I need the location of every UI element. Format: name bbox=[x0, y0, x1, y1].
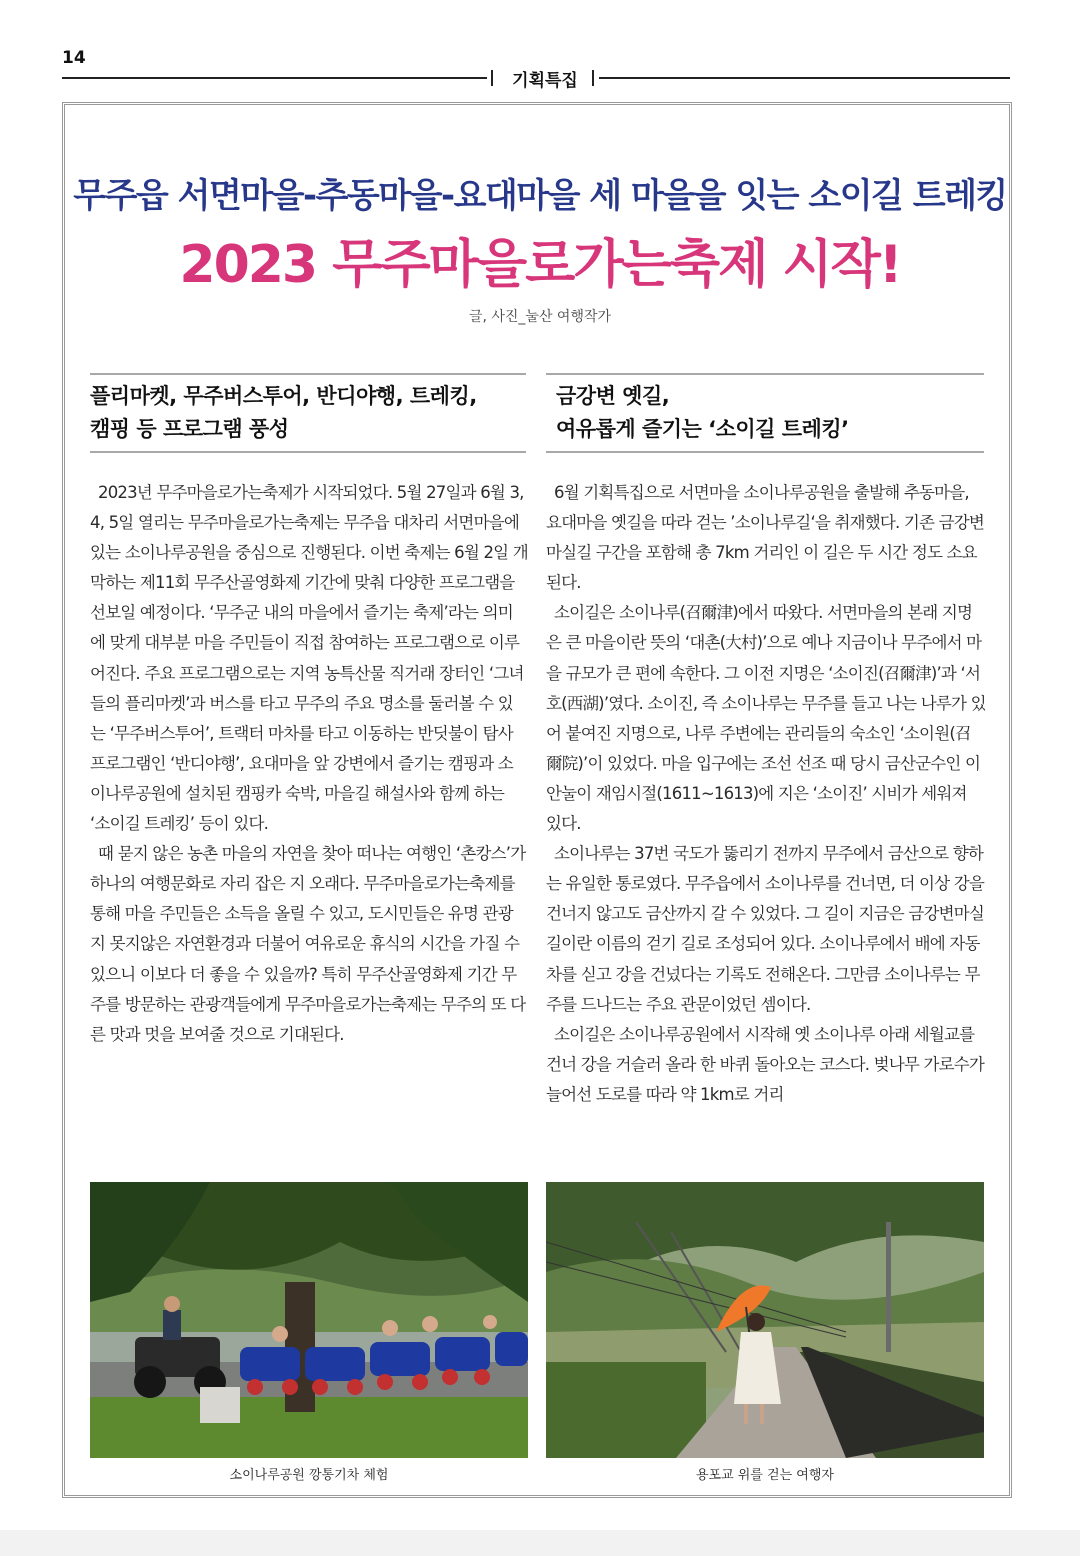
right-paragraph-2: 소이길은 소이나루(召爾津)에서 따왔다. 서면마을의 본래 지명은 큰 마을이란 뜻의 ‘대촌(大村)’으로 예나 지금이나 무주에서 마을 규모가 큰 편에 속한다. 그 이전 지명은 ‘소이진(召爾津)’과 ‘서호(西湖)’였다. 소이진, 즉 소이나루는 무주를 들고 나는 나루가 있어 붙여진 지명으로, 나루 주변에는 관리들의 숙소인 ‘소이원(召爾院)’이 있었다. 마을 입구에는 조선 선조 때 당시 금산군수인 이안눌이 재임시절(1611~1613)에 지은 ‘소이진’ 시비가 세워져 있다. bbox=[546, 603, 986, 834]
right-heading-line-2: 여유롭게 즐기는 ‘소이길 트레킹’ bbox=[556, 417, 849, 441]
left-paragraph-1: 2023년 무주마을로가는축제가 시작되었다. 5월 27일과 6월 3, 4, 5일 열리는 무주마을로가는축제는 무주읍 대차리 서면마을에 있는 소이나루공원을 중심으로 진행된다. 이번 축제는 6월 2일 개막하는 제11회 무주산골영화제 기간에 맞춰 다양한 프로그램을 선보일 예정이다. ‘무주군 내의 마을에서 즐기는 축제’라는 의미에 맞게 대부분 마을 주민들이 직접 참여하는 프로그램으로 이루어진다. 주요 프로그램으로는 지역 농특산물 직거래 장터인 ‘그녀들의 플리마켓’과 버스를 타고 무주의 주요 명소를 둘러볼 수 있는 ‘무주버스투어’, 트랙터 마차를 타고 이동하는 반딧불이 탐사 프로그램인 ‘반디야행’, 요대마을 앞 강변에서 즐기는 캠핑과 소이나루공원에 설치된 캠핑카 숙박, 마을길 해설사와 함께 하는 ‘소이길 트레킹’ 등이 있다. bbox=[90, 483, 528, 834]
header-tick-right bbox=[592, 70, 594, 86]
byline: 글, 사진_눌산 여행작가 bbox=[468, 309, 612, 325]
article-headline: 2023 무주마을로가는축제 시작! bbox=[179, 235, 901, 295]
right-column-body bbox=[546, 478, 986, 1170]
left-column-body bbox=[90, 478, 528, 1050]
left-section-heading bbox=[90, 380, 526, 446]
bridge-walker-caption: 용포교 위를 걷는 여행자 bbox=[696, 1468, 834, 1483]
article-subtitle: 무주읍 서면마을-추동마을-요대마을 세 마을을 잇는 소이길 트레킹 bbox=[73, 176, 1007, 216]
page-number: 14 bbox=[62, 48, 86, 68]
left-heading-line-2: 캠핑 등 프로그램 풍성 bbox=[90, 417, 289, 441]
page-bottom-strip bbox=[0, 1530, 1080, 1556]
right-paragraph-4: 소이길은 소이나루공원에서 시작해 옛 소이나루 아래 세월교를 건너 강을 거슬러 올라 한 바퀴 돌아오는 코스다. 벚나무 가로수가 늘어선 도로를 따라 약 1km로 거리 bbox=[546, 1024, 985, 1104]
left-heading-rule-bottom bbox=[90, 451, 526, 453]
left-paragraph-2: 때 묻지 않은 농촌 마을의 자연을 찾아 떠나는 여행인 ‘촌캉스’가 하나의 여행문화로 자리 잡은 지 오래다. 무주마을로가는축제를 통해 마을 주민들은 소득을 올릴 수 있고, 도시민들은 유명 관광지 못지않은 자연환경과 더불어 여유로운 휴식의 시간을 가질 수 있으니 이보다 더 좋을 수 있을까? 특히 무주산골영화제 기간 무주를 방문하는 관광객들에게 무주마을로가는축제는 무주의 또 다른 맛과 멋을 보여줄 것으로 기대된다. bbox=[90, 844, 526, 1044]
header-tick-left bbox=[491, 70, 493, 86]
header-rule-left bbox=[62, 77, 487, 79]
left-heading-rule-top bbox=[90, 373, 526, 375]
bridge-walker-photo bbox=[546, 1182, 984, 1458]
right-paragraph-1: 6월 기획특집으로 서면마을 소이나루공원을 출발해 추동마을, 요대마을 옛길을 따라 걷는 ’소이나루길‘을 취재했다. 기존 금강변마실길 구간을 포함해 총 7km 거리인 이 길은 두 시간 정도 소요된다. bbox=[546, 483, 985, 593]
header-rule-right bbox=[599, 77, 1010, 79]
park-train-caption: 소이나루공원 깡통기차 체험 bbox=[229, 1468, 389, 1483]
right-heading-line-1: 금강변 옛길, bbox=[556, 384, 670, 408]
right-heading-rule-bottom bbox=[546, 451, 984, 453]
section-label: 기획특집 bbox=[512, 71, 578, 91]
park-train-photo bbox=[90, 1182, 528, 1458]
right-section-heading bbox=[556, 380, 984, 446]
right-heading-rule-top bbox=[546, 373, 984, 375]
left-heading-line-1: 플리마켓, 무주버스투어, 반디야행, 트레킹, bbox=[90, 384, 477, 408]
right-paragraph-3: 소이나루는 37번 국도가 뚫리기 전까지 무주에서 금산으로 향하는 유일한 통로였다. 무주읍에서 소이나루를 건너면, 더 이상 강을 건너지 않고도 금산까지 갈 수 있었다. 그 길이 지금은 금강변마실길이란 이름의 걷기 길로 조성되어 있다. 소이나루에서 배에 자동차를 싣고 강을 건넜다는 기록도 전해온다. 그만큼 소이나루는 무주를 드나드는 주요 관문이었던 셈이다. bbox=[546, 844, 985, 1014]
